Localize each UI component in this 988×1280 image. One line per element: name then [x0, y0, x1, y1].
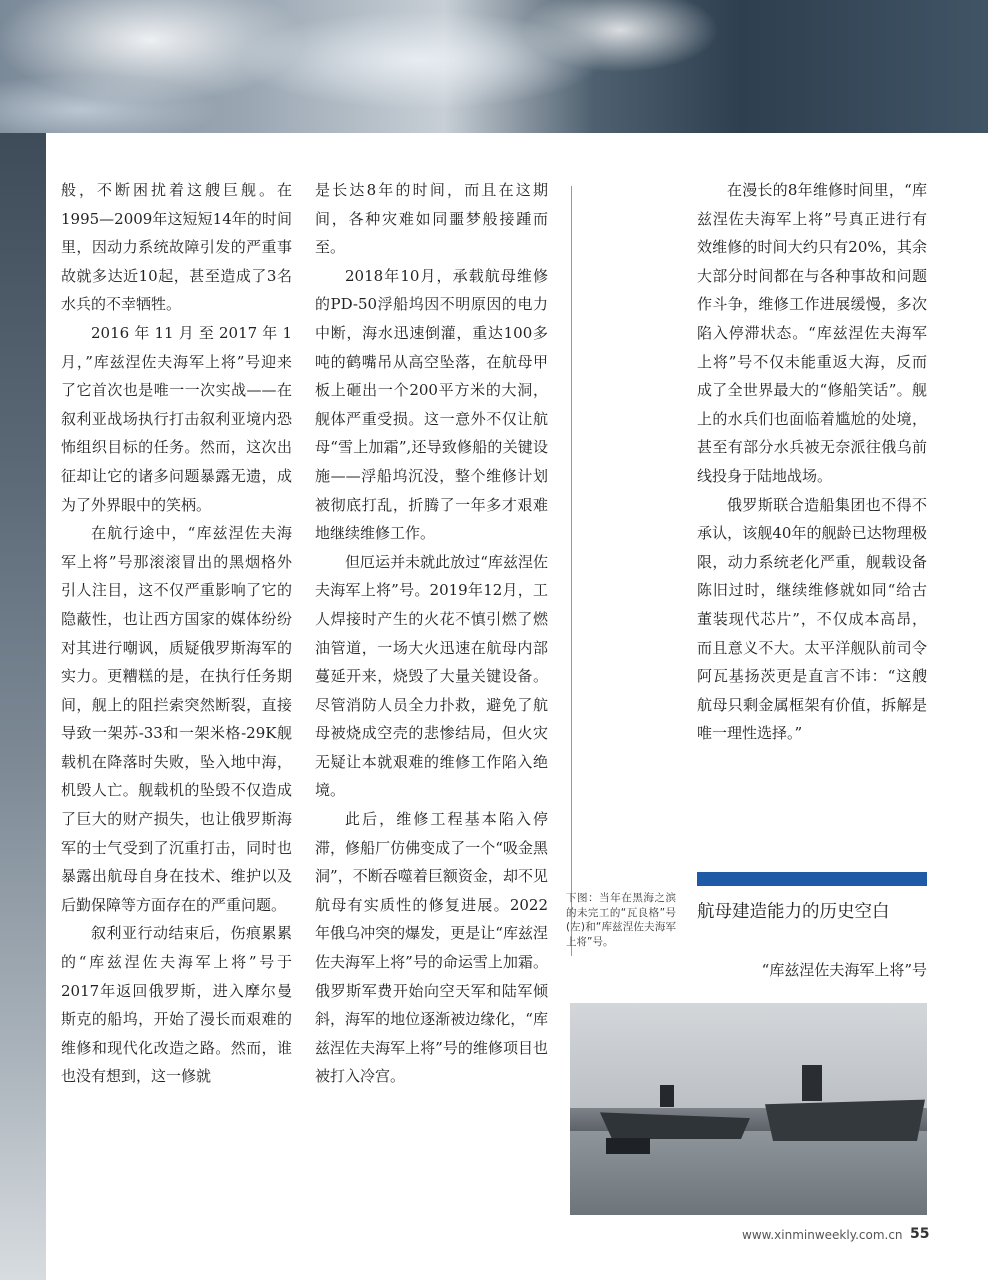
paragraph: 2016年11月至2017年1月，”库兹涅佐夫海军上将”号迎来了它首次也是唯一一次实战——在叙利亚战场执行打击叙利亚境内恐怖组织目标的任务。然而，这次出征却让它的诸多问题暴露无遗，成为了外界眼中的笑柄。: [61, 323, 292, 514]
paragraph: 是长达8年的时间，而且在这期间，各种灾难如同噩梦般接踵而至。: [315, 181, 548, 257]
paragraph: 叙利亚行动结束后，伤痕累累的“库兹涅佐夫海军上将”号于2017年返回俄罗斯，进入摩尔曼斯克的船坞，开始了漫长而艰难的维修和现代化改造之路。然而，谁也没有想到，这一修就: [61, 924, 292, 1086]
section-accent-bar: [697, 872, 927, 886]
section-lead-text: “库兹涅佐夫海军上将”号: [761, 961, 927, 979]
paragraph: 在航行途中，“库兹涅佐夫海军上将”号那滚滚冒出的黑烟格外引人注目，这不仅严重影响了它的隐蔽性，也让西方国家的媒体纷纷对其进行嘲讽，质疑俄罗斯海军的实力。更糟糕的是，在执行任务期间，舰上的阻拦索突然断裂，直接导致一架苏-33和一架米格-29K舰载机在降落时失败，坠入地中海，机毁人亡。舰载机的坠毁不仅造成了巨大的财产损失，也让俄罗斯海军的士气受到了沉重打击，同时也暴露出航母自身在技术、维护以及后勤保障等方面存在的严重问题。: [61, 524, 292, 914]
photo-caption: 下图：当年在黑海之滨的未完工的“瓦良格”号(左)和“库兹涅佐夫海军上将”号。: [566, 892, 676, 948]
paragraph: 般，不断困扰着这艘巨舰。在1995—2009年这短短14年的时间里，因动力系统故障引发的严重事故就多达近10起，甚至造成了3名水兵的不幸牺牲。: [61, 181, 292, 314]
text-column-3: [697, 176, 927, 748]
section-heading: 航母建造能力的历史空白: [697, 902, 890, 922]
column-divider: [571, 186, 572, 956]
paragraph: 2018年10月，承载航母维修的PD-50浮船坞因不明原因的电力中断，海水迅速倒灌，重达100多吨的鹤嘴吊从高空坠落，在航母甲板上砸出一个200平方米的大洞，舰体严重受损。这一意外不仅让航母“雪上加霜”,还导致修船的关键设施——浮船坞沉没，整个维修计划被彻底打乱，折腾了一年多才艰难地继续维修工作。: [315, 266, 548, 543]
paragraph: 俄罗斯联合造船集团也不得不承认，该舰40年的舰龄已达物理极限，动力系统老化严重，舰载设备陈旧过时，继续维修就如同“给古董装现代芯片”，不仅成本高昂，而且意义不大。太平洋舰队前司令阿瓦基扬茨更是直言不讳：“这艘航母只剩金属框架有价值，拆解是唯一理性选择。”: [697, 495, 927, 743]
paragraph: 在漫长的8年维修时间里，“库兹涅佐夫海军上将”号真正进行有效维修的时间大约只有20%，其余大部分时间都在与各种事故和问题作斗争，维修工作进展缓慢，多次陷入停滞状态。“库兹涅佐夫海军上将”号不仅未能重返大海，反而成了全世界最大的“修船笑话”。舰上的水兵们也面临着尴尬的处境，甚至有部分水兵被无奈派往俄乌前线投身于陆地战场。: [697, 181, 927, 485]
paragraph: 但厄运并未就此放过“库兹涅佐夫海军上将”号。2019年12月，工人焊接时产生的火花不慎引燃了燃油管道，一场大火迅速在航母内部蔓延开来，烧毁了大量关键设备。尽管消防人员全力扑救，避免了航母被烧成空壳的悲惨结局，但火灾无疑让本就艰难的维修工作陷入绝境。: [315, 552, 548, 800]
header-sea-photo: [0, 0, 988, 133]
left-sea-strip: [0, 133, 46, 1280]
carriers-photo: [570, 1003, 927, 1215]
text-column-2: [315, 176, 548, 1091]
footer-url: www.xinminweekly.com.cn: [742, 1228, 903, 1242]
text-column-1: [61, 176, 292, 1091]
paragraph: 此后，维修工程基本陷入停滞，修船厂仿佛变成了一个“吸金黑洞”，不断吞噬着巨额资金，却不见航母有实质性的修复进展。2022年俄乌冲突的爆发，更是让“库兹涅佐夫海军上将”号的命运雪上加霜。俄罗斯军费开始向空天军和陆军倾斜，海军的地位逐渐被边缘化，“库兹涅佐夫海军上将”号的维修项目也被打入冷宫。: [315, 810, 548, 1086]
page-number: 55: [910, 1226, 930, 1242]
